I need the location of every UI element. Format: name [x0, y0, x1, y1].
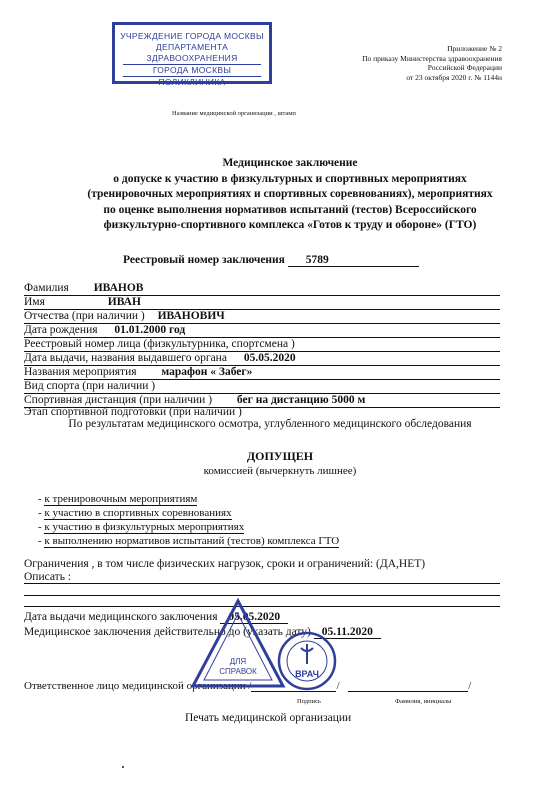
registry-label: Реестровый номер заключения: [123, 254, 285, 266]
surname-row: [24, 281, 500, 296]
responsible-label: Ответственное лицо медицинской организации: [24, 680, 246, 692]
appendix-line: Российской Федерации: [427, 63, 502, 72]
describe-label: Описать :: [24, 571, 72, 583]
valid-until-value: 05.11.2020: [321, 626, 373, 638]
list-item-text: к участию в спортивных соревнованиях: [44, 507, 232, 519]
distance-label: Спортивная дистанция (при наличии ): [24, 394, 213, 406]
fio-blank: [348, 691, 468, 692]
admitted-heading: ДОПУЩЕН: [246, 449, 314, 463]
stamp-line-2: ДЕПАРТАМЕНТА ЗДРАВООХРАНЕНИЯ: [146, 42, 238, 63]
title-line: о допуске к участию в физкультурных и спортивных мероприятиях: [113, 172, 467, 185]
name-row: [24, 295, 500, 310]
distance-value: бег на дистанцию 5000 м: [236, 394, 366, 406]
title-line: физкультурно-спортивного комплекса «Готов к труду и обороне» (ГТО): [103, 219, 477, 231]
title-line: по оценке выполнения нормативов испытаний (тестов) Всероссийского: [103, 203, 477, 216]
appendix-header: [340, 44, 502, 82]
list-item: - к тренировочным мероприятиям: [38, 493, 198, 505]
list-item: - к выполнению нормативов испытаний (тестов) комплекса ГТО: [38, 535, 340, 547]
stage-row: [24, 405, 500, 419]
issue-value: 05.05.2020: [243, 352, 296, 364]
patronymic-value: ИВАНОВИЧ: [157, 310, 225, 322]
triangle-stamp: [188, 596, 288, 692]
triangle-stamp-text-2: СПРАВОК: [219, 667, 257, 676]
commission-note: комиссией (вычеркнуть лишнее): [203, 465, 357, 477]
doctor-stamp: [276, 630, 338, 692]
event-row: [24, 365, 500, 380]
patronymic-row: [24, 309, 500, 324]
person-registry-label: Реестровый номер лица (физкультурника, спортсмена ): [24, 338, 295, 350]
birth-label: Дата рождения: [24, 324, 98, 336]
organization-caption: Название медицинской организации , штамп: [172, 110, 296, 117]
responsible-row: Ответственное лицо медицинской организации / / /: [24, 680, 472, 692]
surname-label: Фамилия: [24, 282, 69, 294]
registry-number: [123, 254, 419, 267]
limits-text: Ограничения , в том числе физических нагрузок, сроки и ограничений: (ДА,НЕТ): [24, 558, 426, 570]
caduceus-icon: [301, 644, 313, 664]
person-registry-row: [24, 337, 500, 352]
stamp-line-3: ГОРОДА МОСКВЫ: [123, 64, 261, 77]
organization-stamp: [112, 22, 272, 87]
document-title: [60, 156, 520, 234]
sport-label: Вид спорта (при наличии ): [24, 380, 156, 392]
issue-label: Дата выдачи, названия выдавшего органа: [24, 352, 227, 364]
patronymic-label: Отчества (при наличии ): [24, 310, 145, 322]
signature-caption: Подпись: [297, 698, 321, 705]
admission-list: [38, 492, 339, 548]
surname-value: ИВАНОВ: [93, 282, 144, 294]
list-item-text: к выполнению нормативов испытаний (тестов) комплекса ГТО: [44, 535, 340, 547]
seal-caption: Печать медицинской организации: [185, 712, 352, 724]
event-value: марафон « Забег»: [161, 366, 253, 378]
doctor-stamp-label: ВРАЧ: [295, 669, 319, 679]
issue-row: [24, 351, 500, 366]
issue-date-value: 05.05.2020: [228, 611, 281, 623]
event-label: Названия мероприятия: [24, 366, 137, 378]
title-line: (тренировочных мероприятиях и спортивных соревнованиях), мероприятиях: [87, 188, 493, 200]
appendix-line: Приложение № 2: [447, 44, 502, 53]
list-item-text: к тренировочным мероприятиям: [44, 493, 198, 505]
triangle-stamp-text-1: ДЛЯ: [229, 657, 247, 666]
stamp-line-4: ПОЛИКЛИНИКА: [158, 77, 226, 87]
appendix-line: от 23 октября 2020 г. № 1144н: [406, 72, 502, 82]
appendix-line: По приказу Министерства здравоохранения: [362, 53, 502, 63]
name-value: ИВАН: [107, 296, 141, 308]
stage-label: Этап спортивной подготовки (при наличии ): [24, 406, 242, 418]
fio-caption: Фамилия, инициалы: [395, 698, 452, 705]
dot-mark: [122, 766, 124, 768]
sport-row: [24, 379, 500, 394]
stamp-line-1: УЧРЕЖДЕНИЕ ГОРОДА МОСКВЫ: [120, 31, 264, 41]
registry-value: 5789: [288, 254, 419, 267]
list-item: - к участию в спортивных соревнованиях: [38, 507, 232, 519]
birth-row: [24, 323, 500, 338]
list-item: - к участию в физкультурных мероприятиях: [38, 521, 245, 533]
exam-result-text: По результатам медицинского осмотра, углубленного медицинского обследования: [68, 418, 472, 430]
title-line: Медицинское заключение: [222, 157, 358, 169]
list-item-text: к участию в физкультурных мероприятиях: [44, 521, 245, 533]
name-label: Имя: [24, 296, 45, 308]
valid-until-label: Медицинское заключения действительно до (указать дату): [24, 626, 311, 638]
birth-value: 01.01.2000 год: [114, 324, 186, 336]
issue-date-label: Дата выдачи медицинского заключения: [24, 611, 218, 623]
describe-row: [24, 571, 500, 584]
